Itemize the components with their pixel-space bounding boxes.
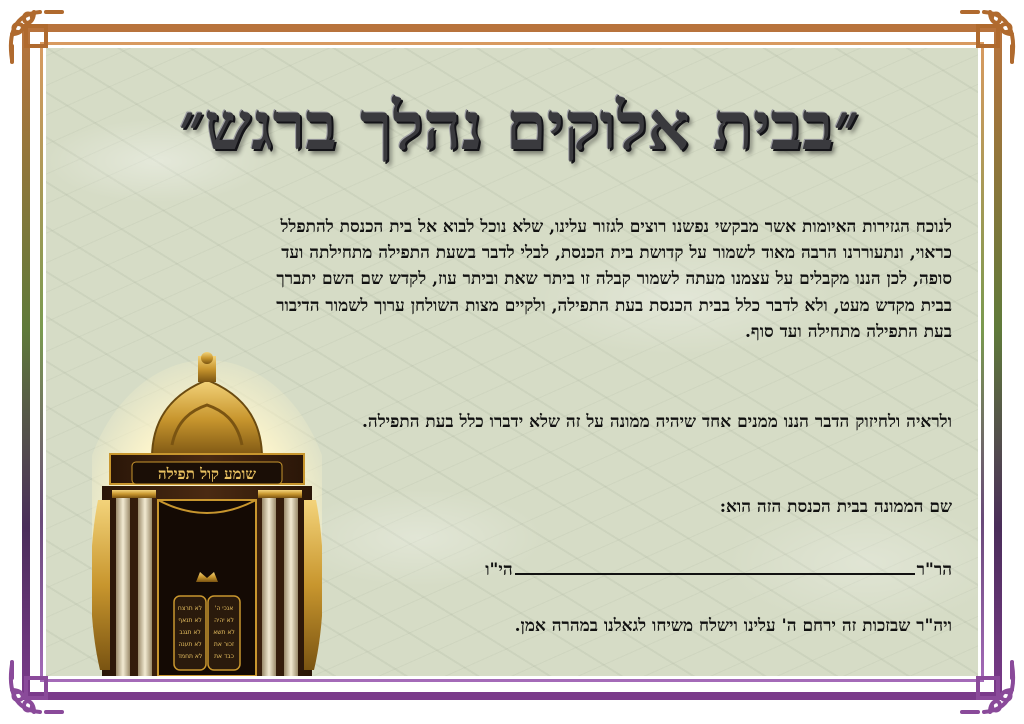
appointee-label: שם הממונה בבית הכנסת הזה הוא:	[719, 497, 952, 517]
tablet-line: כבד את	[214, 653, 234, 660]
corner-ornament-icon	[4, 656, 68, 720]
appointee-name-line	[392, 560, 952, 580]
tablet-line: לא תרצח	[177, 605, 203, 612]
appointee-suffix: הי"ו	[485, 560, 513, 580]
tablet-line: לא תגנב	[179, 629, 201, 636]
page-title: ״בבית אלוקים נהלך ברגש״	[179, 87, 859, 165]
corner-ornament-icon	[4, 4, 68, 68]
appointee-name-blank[interactable]	[515, 573, 915, 575]
corner-ornament-icon	[956, 4, 1020, 68]
appointee-prefix: הר"ר	[916, 560, 952, 580]
commitment-paragraph: לנוכח הגזירות האיומות אשר מבקשי נפשנו רוצים לגזור עלינו, שלא נוכל לבוא אל בית הכנסת להתפלל כראוי, ונתעוררנו הרבה מאוד לשמור על קדושת בית הכנסת, לבלי לדבר בשעת התפילה מתחילתה ועד סופה, לכן הננו מקבלים על עצמנו מעתה לשמור קבלה זו ביתר שאת וביתר עוז, לקדש שם השם יתברך בבית מקדש מעט, ולא לדבר כלל בבית הכנסת בעת התפילה, ולקיים מצות השולחן ערוך לשמור הדיבור בעת התפילה מתחילה ועד סוף.	[276, 217, 952, 342]
ark-banner-text: שומע קול תפילה	[157, 465, 257, 483]
appointment-paragraph: ולראיה ולחיזוק הדבר הננו ממנים אחד שיהיה ממונה על זה שלא ידברו כלל בעת התפילה.	[362, 412, 952, 432]
tablet-line: אנכי ה'	[214, 605, 234, 612]
closing-blessing: ויה"ר שבזכות זה ירחם ה' עלינו וישלח משיחו לגאלנו במהרה אמן.	[514, 616, 952, 636]
tablet-line: לא תנאף	[178, 617, 202, 624]
tablet-line: לא תענה	[178, 641, 202, 648]
tablet-line: זכור את	[213, 641, 235, 648]
tablet-line: לא יהיה	[214, 617, 234, 624]
torah-ark-image	[92, 350, 322, 676]
tablet-line: לא תחמד	[177, 653, 203, 660]
tablet-line: לא תשא	[213, 629, 235, 636]
corner-ornament-icon	[956, 656, 1020, 720]
